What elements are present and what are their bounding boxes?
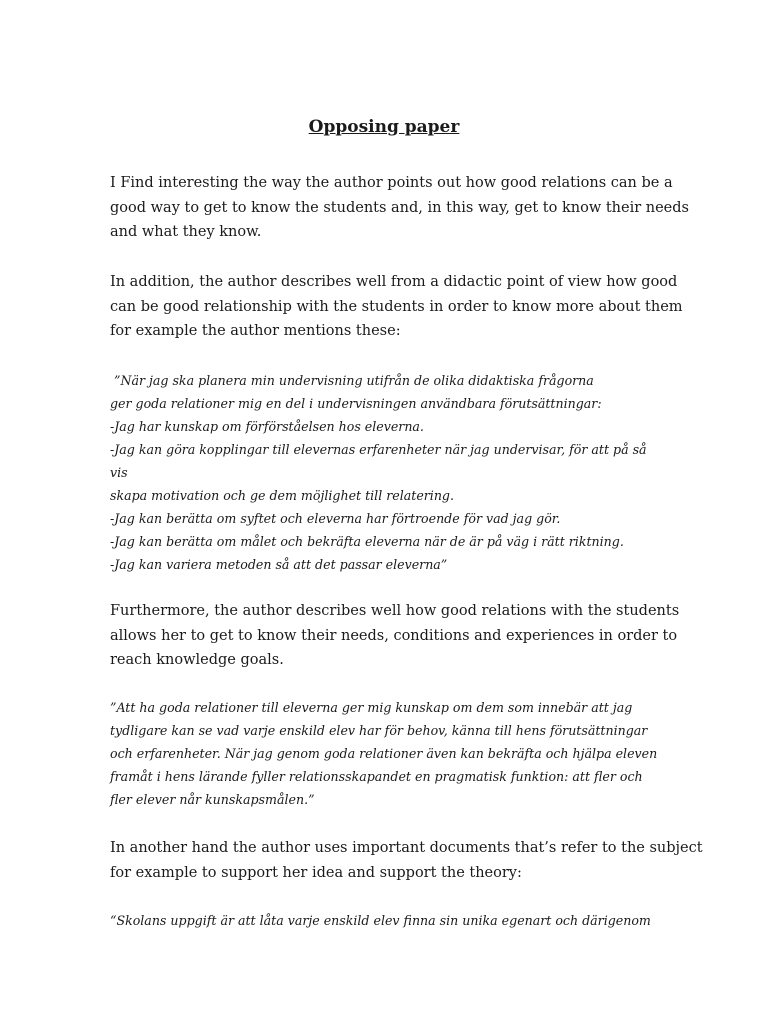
quote-planning: [110, 369, 670, 576]
text-line: for example to support her idea and support the theory:: [110, 864, 522, 881]
quote-line: “Skolans uppgift är att låta varje enskild elev finna sin unika egenart och därigenom: [110, 913, 651, 928]
quote-line: -Jag kan berätta om syftet och eleverna har förtroende för vad jag gör.: [110, 511, 561, 526]
text-line: In another hand the author uses important documents that’s refer to the subject: [110, 840, 703, 856]
text-line: Furthermore, the author describes well how good relations with the students: [110, 603, 680, 619]
quote-line: -Jag kan berätta om målet och bekräfta eleverna när de är på väg i rätt riktning.: [110, 534, 624, 549]
text-line: I Find interesting the way the author points out how good relations can be a: [110, 175, 673, 191]
quote-line: skapa motivation och ge dem möjlighet till relatering.: [110, 488, 454, 503]
document-title: Opposing paper: [308, 117, 460, 137]
paragraph-documents: [110, 836, 703, 885]
quote-line: ”Att ha goda relationer till eleverna ger mig kunskap om dem som innebär att jag: [110, 700, 633, 715]
quote-line: tydligare kan se vad varje enskild elev har för behov, känna till hens förutsättningar: [110, 723, 648, 738]
quote-line: ger goda relationer mig en del i undervisningen användbara förutsättningar:: [110, 396, 602, 411]
quote-line: framåt i hens lärande fyller relationsskapandet en pragmatisk funktion: att fler och: [110, 769, 643, 784]
paragraph-addition: [110, 270, 683, 344]
text-line: for example the author mentions these:: [110, 323, 401, 339]
paragraph-furthermore: [110, 599, 680, 673]
quote-line: -Jag har kunskap om förförståelsen hos eleverna.: [110, 419, 424, 434]
paragraph-intro: [110, 171, 689, 245]
quote-line: vis: [110, 465, 128, 480]
quote-line: -Jag kan variera metoden så att det passar eleverna”: [110, 557, 448, 572]
quote-line: -Jag kan göra kopplingar till elevernas erfarenheter när jag undervisar, för att på så: [110, 442, 647, 457]
quote-relations: [110, 696, 670, 811]
text-line: good way to get to know the students and, in this way, get to know their needs: [110, 199, 689, 216]
text-line: allows her to get to know their needs, conditions and experiences in order to: [110, 627, 678, 644]
quote-line: och erfarenheter. När jag genom goda relationer även kan bekräfta och hjälpa eleven: [110, 746, 658, 761]
text-line: In addition, the author describes well from a didactic point of view how good: [110, 274, 678, 290]
quote-line: ”När jag ska planera min undervisning utifrån de olika didaktiska frågorna: [110, 373, 594, 388]
text-line: reach knowledge goals.: [110, 652, 284, 668]
text-line: can be good relationship with the students in order to know more about them: [110, 298, 683, 315]
quote-line: fler elever når kunskapsmålen.”: [110, 792, 315, 807]
quote-school-task: [110, 909, 670, 932]
text-line: and what they know.: [110, 224, 262, 240]
